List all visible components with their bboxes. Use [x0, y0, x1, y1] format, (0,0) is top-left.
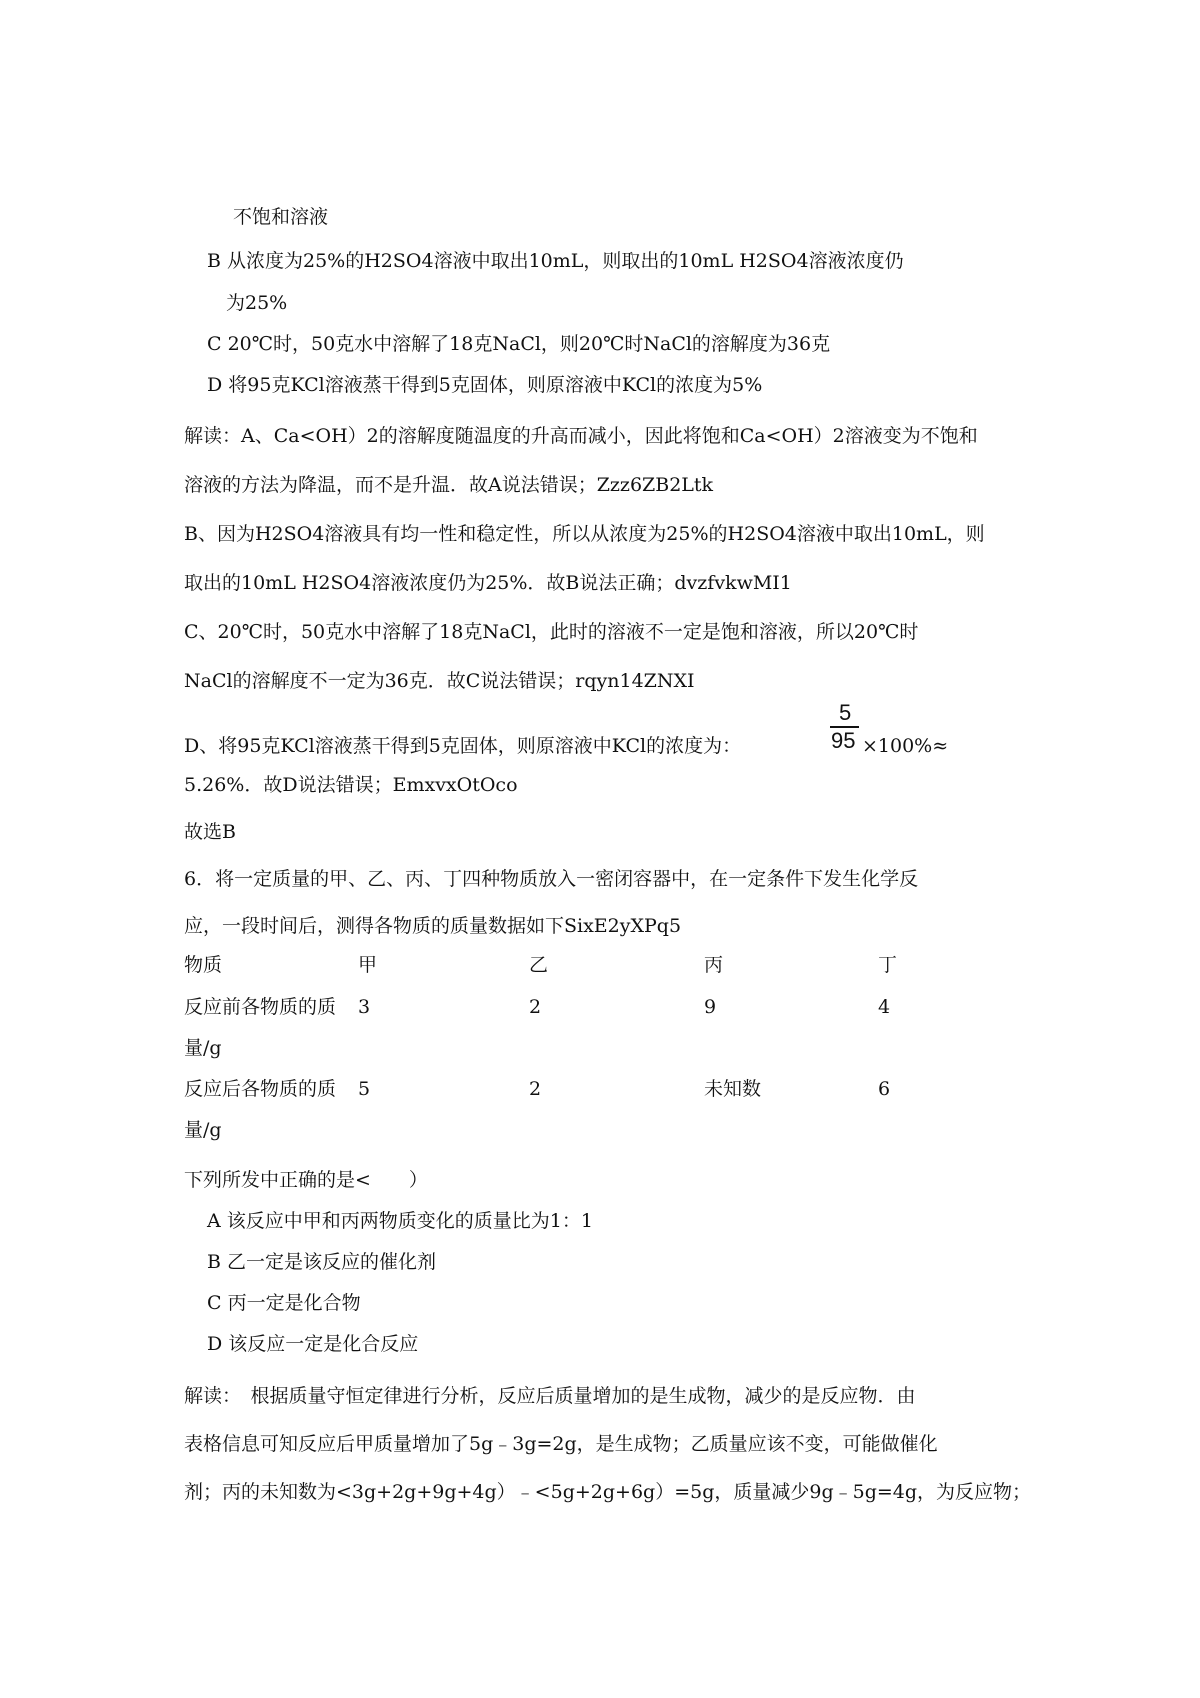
table-cell: 2 [529, 1078, 542, 1100]
text-line: NaCl的溶解度不一定为36克．故C说法错误；rqyn14ZNXI [184, 670, 695, 692]
table-row-label-cont: 量/g [184, 1119, 222, 1141]
text-line: C 20℃时，50克水中溶解了18克NaCl，则20℃时NaCl的溶解度为36克 [207, 333, 831, 355]
text-line: 表格信息可知反应后甲质量增加了5g﹣3g=2g，是生成物；乙质量应该不变，可能做催化 [184, 1433, 938, 1455]
text-line: 5.26%．故D说法错误；EmxvxOtOco [184, 774, 518, 796]
text-line: B、因为H2SO4溶液具有均一性和稳定性，所以从浓度为25%的H2SO4溶液中取出10mL，则 [184, 523, 985, 545]
text-line: 应，一段时间后，测得各物质的质量数据如下SixE2yXPq5 [184, 915, 682, 937]
text-line: D、将95克KCl溶液蒸干得到5克固体，则原溶液中KCl的浓度为： [184, 735, 742, 757]
text-line: 下列所发中正确的是< ） [184, 1169, 428, 1191]
table-row-label: 反应后各物质的质 [184, 1078, 337, 1100]
text-line: D 该反应一定是化合反应 [207, 1333, 419, 1355]
text-line: 6．将一定质量的甲、乙、丙、丁四种物质放入一密闭容器中，在一定条件下发生化学反 [184, 868, 919, 890]
text-line: 故选B [184, 821, 236, 843]
text-line: C、20℃时，50克水中溶解了18克NaCl，此时的溶液不一定是饱和溶液，所以20℃时 [184, 621, 919, 643]
table-row-label: 反应前各物质的质 [184, 996, 337, 1018]
table-row-label-cont: 量/g [184, 1037, 222, 1059]
text-line: 溶液的方法为降温，而不是升温．故A说法错误；Zzz6ZB2Ltk [184, 474, 714, 496]
text-line: D 将95克KCl溶液蒸干得到5克固体，则原溶液中KCl的浓度为5% [207, 374, 763, 396]
fraction-denominator: 95 [831, 728, 856, 753]
table-header-cell: 丁 [878, 954, 898, 976]
table-cell: 6 [878, 1078, 891, 1100]
text-line: 剂；丙的未知数为<3g+2g+9g+4g）﹣<5g+2g+6g）=5g，质量减少9g﹣5g=4g，为反应物； [184, 1481, 1032, 1503]
table-header-cell: 乙 [529, 954, 549, 976]
text-line: 解读： 根据质量守恒定律进行分析，反应后质量增加的是生成物，减少的是反应物．由 [184, 1385, 916, 1407]
text-line: ×100%≈ [862, 735, 949, 757]
table-cell: 2 [529, 996, 542, 1018]
table-cell: 5 [358, 1078, 371, 1100]
text-line: 解读：A、Ca<OH）2的溶解度随温度的升高而减小，因此将饱和Ca<OH）2溶液变为不饱和 [184, 425, 978, 447]
table-header-cell: 丙 [704, 954, 724, 976]
table-header-cell: 甲 [358, 954, 378, 976]
text-line: 取出的10mL H2SO4溶液浓度仍为25%．故B说法正确；dvzfvkwMI1 [184, 572, 792, 594]
text-line: A 该反应中甲和丙两物质变化的质量比为1：1 [207, 1210, 593, 1232]
table-cell: 4 [878, 996, 891, 1018]
text-line: B 从浓度为25%的H2SO4溶液中取出10mL，则取出的10mL H2SO4溶液浓度仍 [207, 250, 904, 272]
text-line: 不饱和溶液 [233, 206, 329, 228]
text-line: B 乙一定是该反应的催化剂 [207, 1251, 437, 1273]
table-cell: 3 [358, 996, 371, 1018]
table-header-cell: 物质 [184, 954, 223, 976]
table-cell: 9 [704, 996, 717, 1018]
table-cell: 未知数 [704, 1078, 762, 1100]
fraction-numerator: 5 [839, 700, 852, 725]
text-line: C 丙一定是化合物 [207, 1292, 361, 1314]
text-line: 为25% [226, 292, 288, 314]
